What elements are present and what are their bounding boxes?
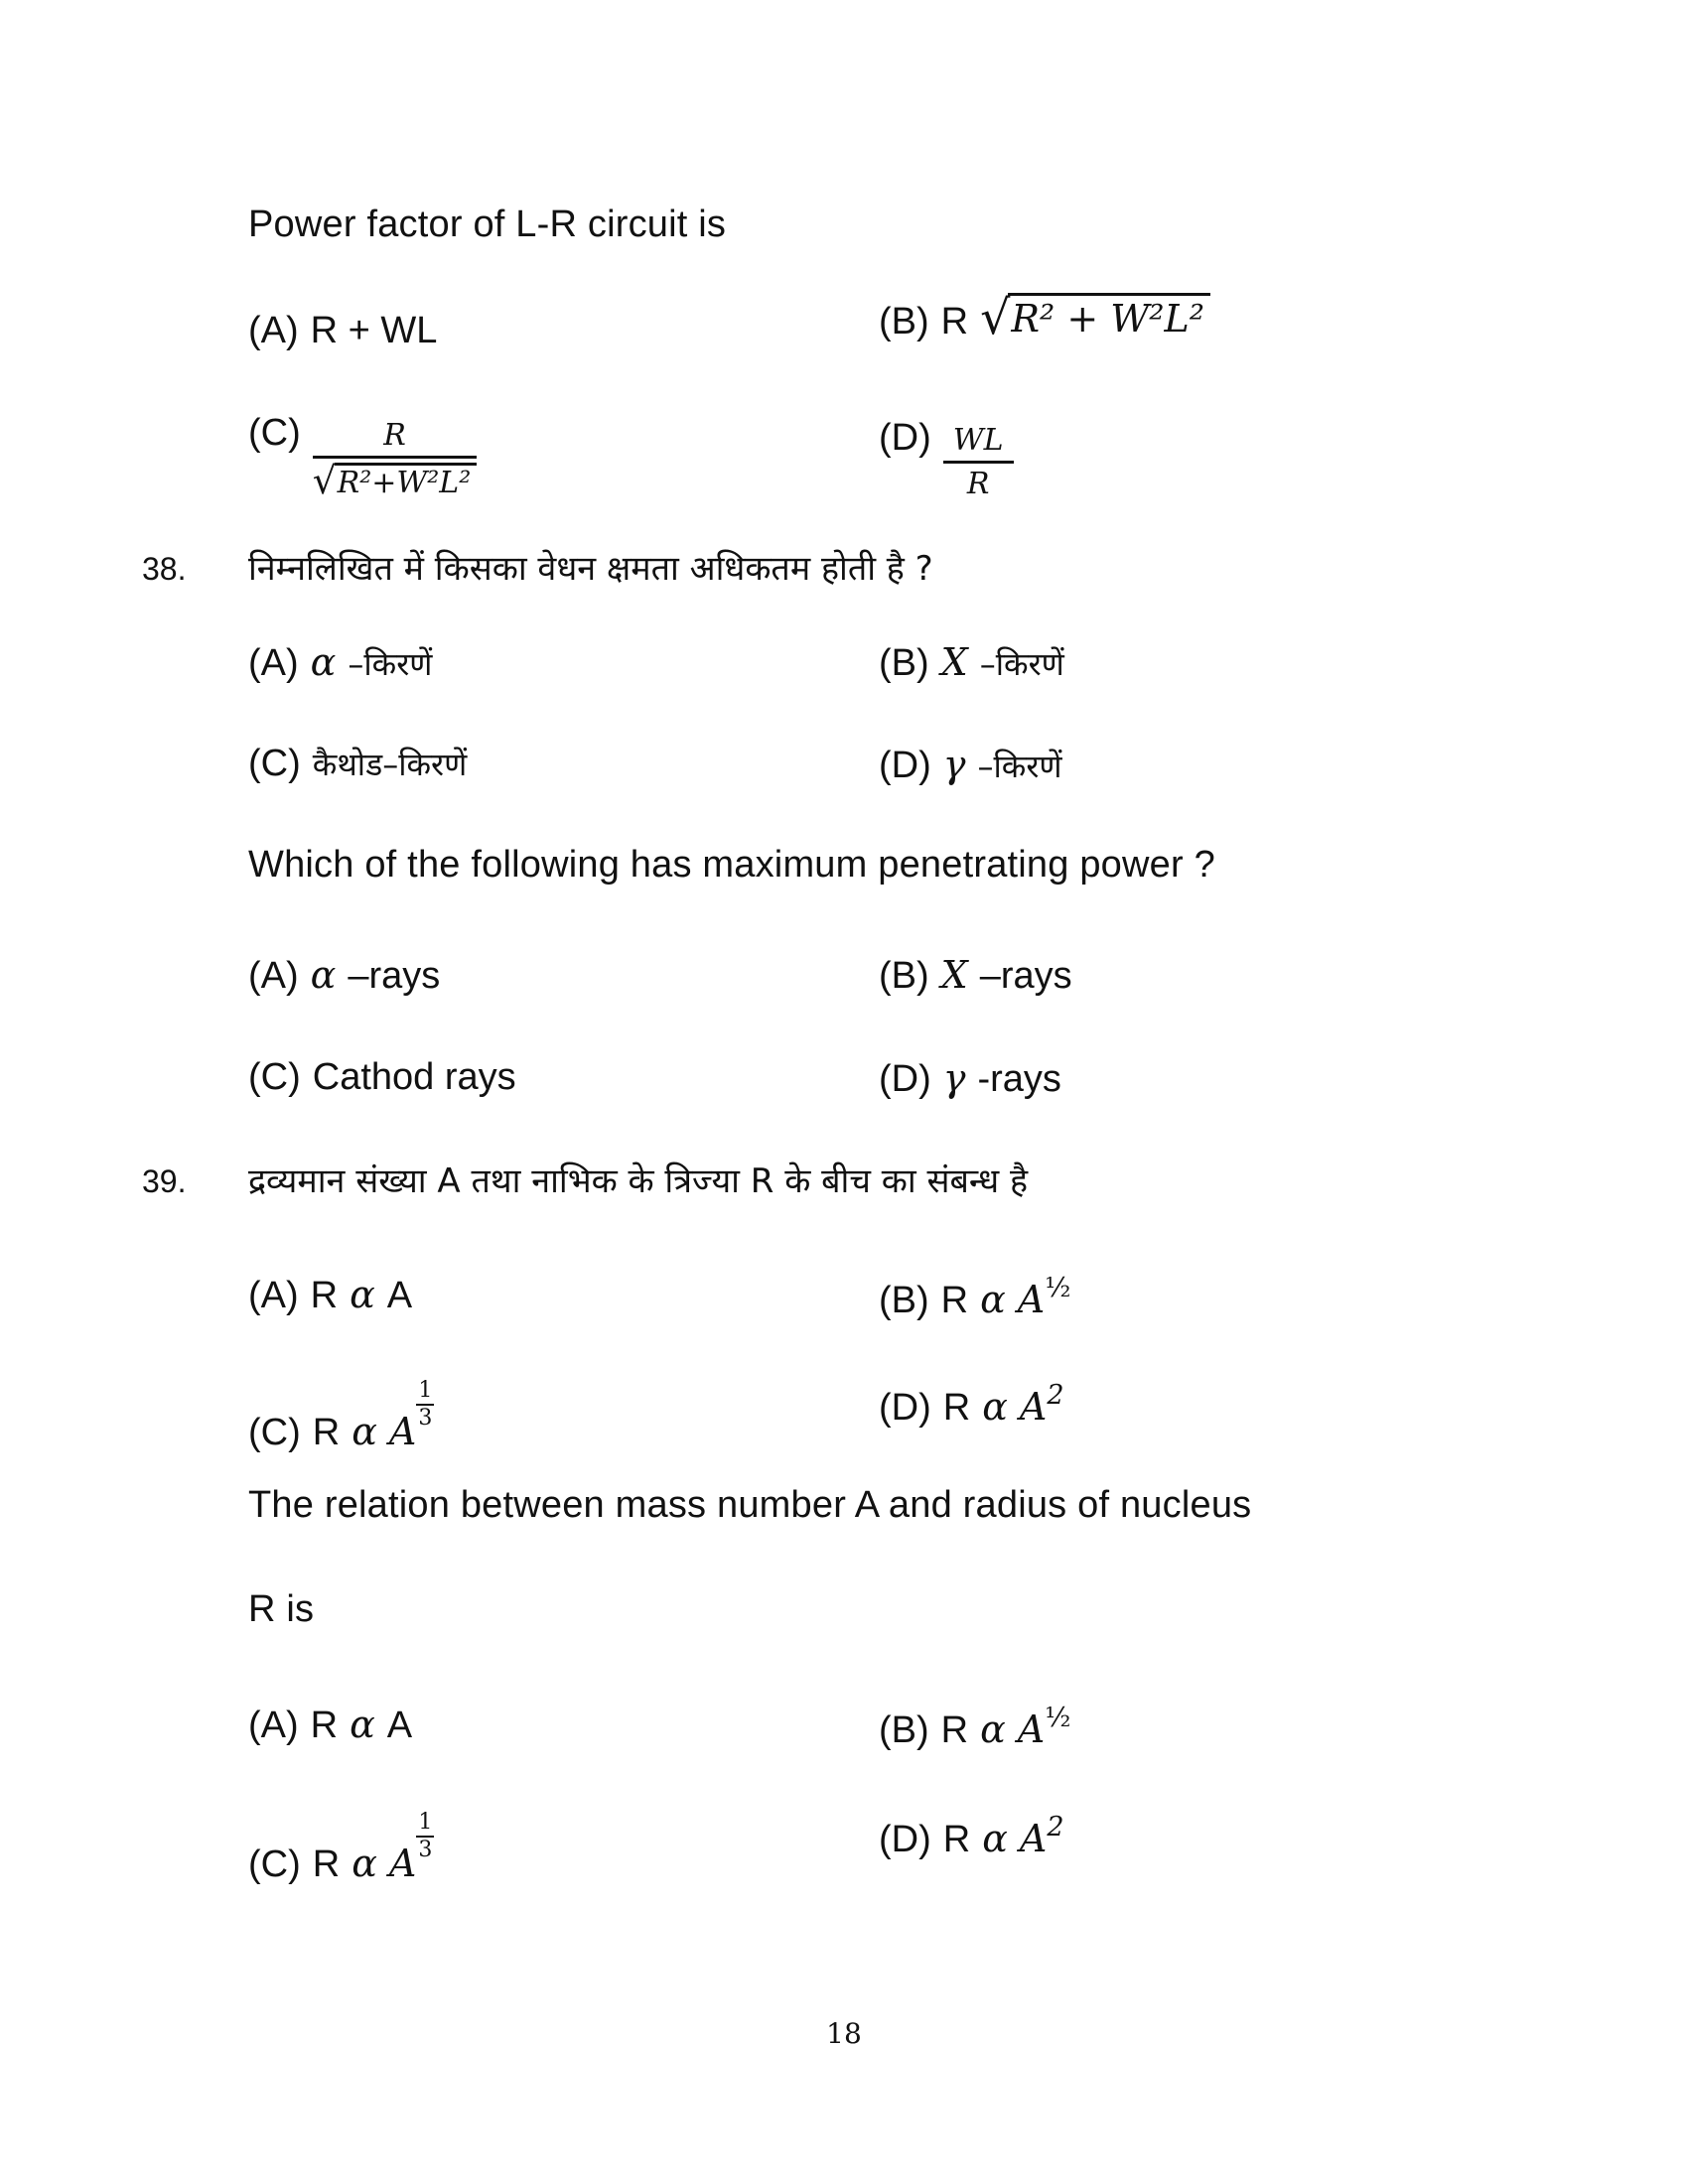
q38-english-option-a-label: (A) (248, 955, 299, 997)
q39-option-c-exponent-fraction (416, 1380, 434, 1430)
q39-option-d-expr (1020, 1380, 1064, 1430)
q38-english-option-d-text: -rays (977, 1058, 1061, 1100)
x-symbol: X (940, 640, 968, 684)
q38-hindi-option-c-label: (C) (248, 743, 301, 784)
q37-option-a-text: R + WL (310, 310, 438, 351)
q39-english-option-a (248, 1703, 412, 1747)
gamma-symbol: γ (942, 1056, 966, 1100)
q38-hindi-option-a-text: –किरणें (348, 645, 433, 683)
q39-option-a-r: R (310, 1705, 339, 1746)
q39-hindi-option-d (879, 1380, 1064, 1430)
q39-option-c-r: R (312, 1843, 341, 1885)
q39-option-d-expr (1020, 1812, 1064, 1861)
q39-option-c-label: (C) (248, 1412, 301, 1453)
q39-option-c-exp-den: 3 (418, 1406, 433, 1431)
q39-option-b-r: R (940, 1709, 969, 1751)
q38-english-option-a (248, 953, 440, 998)
q39-option-d-r: R (942, 1387, 971, 1429)
alpha-symbol: α (980, 1278, 1006, 1321)
q39-option-d-exponent: 2 (1047, 1380, 1064, 1411)
q38-hindi-option-b (879, 640, 1064, 685)
q39-english-option-d (879, 1812, 1064, 1861)
q39-hindi-option-b (879, 1273, 1070, 1322)
q37-option-b (879, 290, 1210, 345)
q39-option-d-var: A (1019, 1817, 1048, 1860)
q37-option-a (248, 310, 437, 352)
page-number: 18 (826, 2017, 862, 2050)
q39-hindi-option-a (248, 1273, 412, 1317)
q39-option-c-var: A (388, 1842, 417, 1885)
alpha-symbol: α (350, 1703, 375, 1746)
q39-option-c-exponent-fraction (416, 1812, 434, 1861)
q38-hindi-option-d-text: –किरणें (977, 748, 1062, 785)
radical-sign-icon: √ (312, 459, 337, 503)
q39-option-b-r: R (940, 1280, 969, 1321)
q39-option-c-exp-num: 1 (416, 1812, 434, 1838)
q37-option-c-denominator (312, 459, 477, 503)
q39-option-c-var: A (388, 1410, 417, 1453)
q39-option-b-var: A (1017, 1278, 1046, 1321)
q39-option-b-var: A (1017, 1707, 1046, 1751)
q39-option-c-expr (389, 1380, 434, 1454)
q39-option-c-expr (389, 1812, 434, 1886)
q38-question-english: Which of the following has maximum penetrating power ? (248, 844, 1215, 886)
q39-option-c-exp-den: 3 (418, 1838, 433, 1862)
x-symbol: X (940, 953, 968, 997)
q39-option-a-label: (A) (248, 1705, 299, 1746)
alpha-symbol: α (980, 1707, 1006, 1751)
q38-hindi-option-c (248, 743, 467, 785)
alpha-symbol: α (352, 1842, 377, 1885)
q39-option-b-exponent: ½ (1045, 1703, 1071, 1733)
q39-hindi-option-c (248, 1380, 434, 1454)
radical-sign-icon: √ (980, 290, 1011, 345)
q37-option-d-numerator: WL (943, 424, 1014, 464)
q39-option-d-r: R (942, 1819, 971, 1860)
q39-option-a-var: A (386, 1705, 413, 1746)
q39-number: 39. (142, 1163, 187, 1199)
q39-option-b-expr (1018, 1703, 1071, 1752)
q39-option-a-r: R (310, 1275, 339, 1316)
q38-english-option-d-label: (D) (879, 1058, 931, 1100)
alpha-symbol: α (350, 1273, 375, 1316)
q37-option-c-den-radicand: R²+W²L² (335, 463, 478, 499)
q37-option-b-label: (B) (879, 300, 929, 342)
q39-option-d-label: (D) (879, 1387, 931, 1429)
q37-option-b-sqrt (980, 290, 1210, 345)
gamma-symbol: γ (942, 743, 966, 786)
q37-option-b-prefix: R (940, 300, 969, 342)
q38-english-option-c-label: (C) (248, 1056, 301, 1098)
q37-option-c-numerator: R (313, 419, 477, 459)
q38-english-option-a-text: –rays (348, 955, 441, 997)
q37-option-c-den-sqrt (312, 459, 477, 503)
q38-hindi-option-b-label: (B) (879, 642, 929, 684)
q37-option-d-fraction (943, 424, 1014, 500)
q39-option-d-var: A (1019, 1385, 1048, 1429)
q37-option-c-label: (C) (248, 412, 301, 454)
q38-english-option-d (879, 1056, 1061, 1101)
q39-question-english-line1: The relation between mass number A and radius of nucleus (248, 1484, 1252, 1526)
q39-question-hindi: द्रव्यमान संख्या A तथा नाभिक के त्रिज्या R के बीच का संबन्ध है (248, 1161, 1029, 1201)
q39-option-a-label: (A) (248, 1275, 299, 1316)
q38-hindi-option-d-label: (D) (879, 745, 931, 786)
alpha-symbol: α (310, 953, 337, 997)
q38-hindi-option-a (248, 640, 432, 685)
q39-question-english-line2: R is (248, 1588, 315, 1630)
q39-option-d-label: (D) (879, 1819, 931, 1860)
alpha-symbol: α (982, 1817, 1008, 1860)
q37-option-d-denominator: R (966, 467, 990, 501)
q39-option-b-exponent: ½ (1045, 1273, 1071, 1303)
q39-option-c-r: R (312, 1412, 341, 1453)
q39-option-c-label: (C) (248, 1843, 301, 1885)
q38-hindi-option-c-text: कैथोड–किरणें (312, 746, 468, 783)
q39-option-b-expr (1018, 1273, 1071, 1322)
q38-english-option-c (248, 1056, 516, 1099)
q39-option-b-label: (B) (879, 1709, 929, 1751)
alpha-symbol: α (352, 1410, 377, 1453)
alpha-symbol: α (982, 1385, 1008, 1429)
q38-number: 38. (142, 551, 187, 587)
q37-option-c-fraction (312, 418, 477, 503)
q38-english-option-b-text: –rays (979, 955, 1072, 997)
q38-english-option-b-label: (B) (879, 955, 929, 997)
q38-question-hindi: निम्नलिखित में किसका वेधन क्षमता अधिकतम होती है ? (248, 549, 933, 589)
alpha-symbol: α (310, 640, 337, 684)
q38-hindi-option-a-label: (A) (248, 642, 299, 684)
q39-option-a-var: A (386, 1275, 413, 1316)
q39-option-c-exp-num: 1 (416, 1380, 434, 1406)
q38-english-option-c-text: Cathod rays (312, 1056, 516, 1098)
q37-option-d-label: (D) (879, 417, 931, 459)
q38-hindi-option-d (879, 743, 1062, 787)
q38-english-option-b (879, 953, 1072, 998)
q39-option-b-label: (B) (879, 1280, 929, 1321)
q37-question-text: Power factor of L-R circuit is (248, 204, 727, 245)
q37-option-a-label: (A) (248, 310, 299, 351)
q37-option-d (879, 417, 1014, 500)
q37-option-c (248, 412, 477, 503)
q37-option-b-radicand: R² + W²L² (1008, 293, 1210, 341)
q39-option-d-exponent: 2 (1047, 1812, 1064, 1843)
q38-hindi-option-b-text: –किरणें (979, 645, 1064, 683)
q39-english-option-c (248, 1812, 434, 1886)
q39-english-option-b (879, 1703, 1070, 1752)
